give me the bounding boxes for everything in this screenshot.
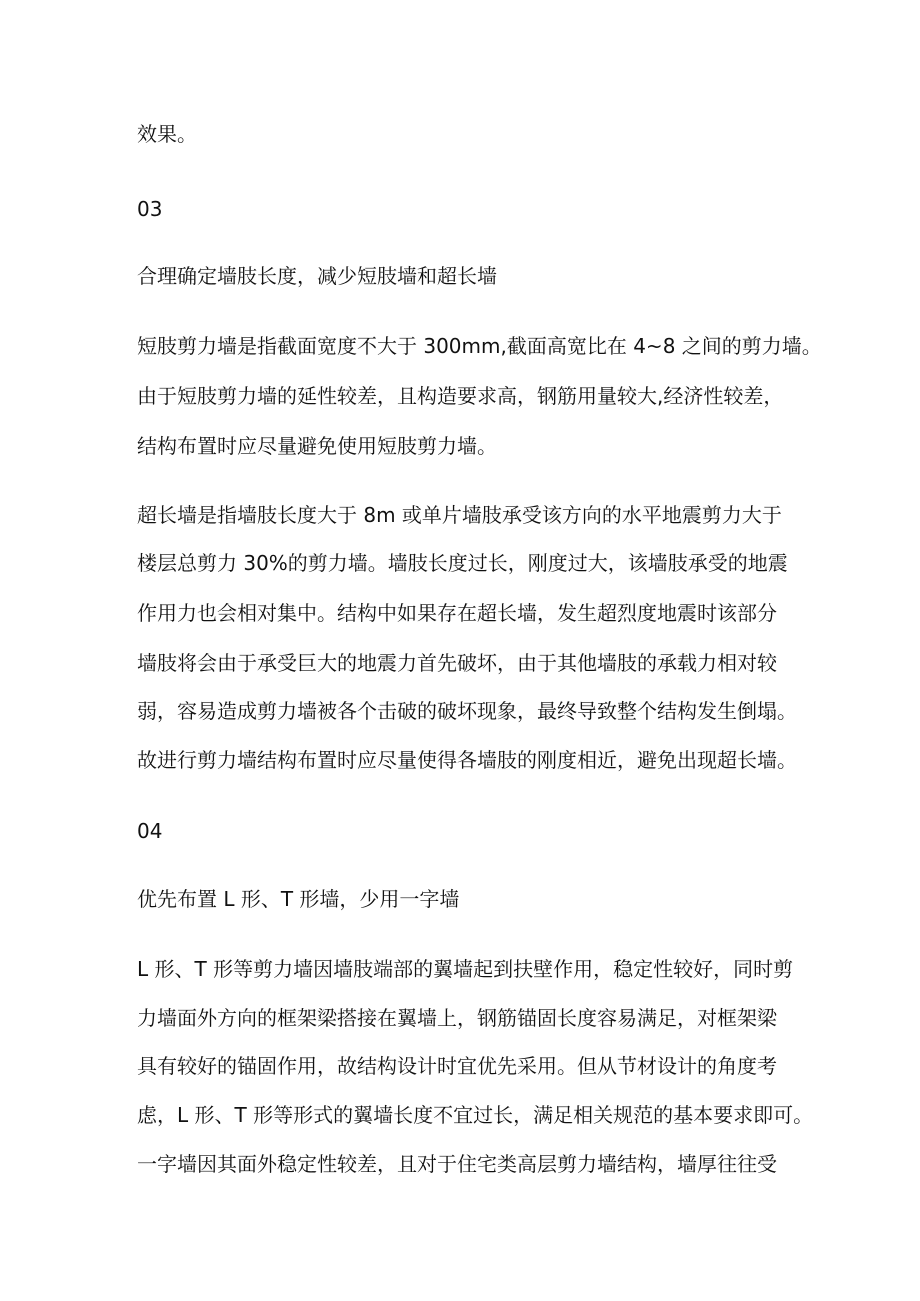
paragraph-line: 具有较好的锚固作用，故结构设计时宜优先采用。但从节材设计的角度考 xyxy=(137,1054,777,1078)
paragraph-line: 作用力也会相对集中。结构中如果存在超长墙，发生超烈度地震时该部分 xyxy=(137,601,777,625)
paragraph-line: L 形、T 形等剪力墙因墙肢端部的翼墙起到扶壁作用，稳定性较好，同时剪 xyxy=(137,957,794,981)
section-heading: 合理确定墙肢长度，减少短肢墙和超长墙 xyxy=(137,264,497,288)
paragraph-line: 楼层总剪力 30%的剪力墙。墙肢长度过长，刚度过大，该墙肢承受的地震 xyxy=(137,551,788,575)
section-number: 03 xyxy=(137,197,163,221)
paragraph-line: 效果。 xyxy=(137,122,197,146)
section-number: 04 xyxy=(137,819,163,843)
section-heading: 优先布置 L 形、T 形墙，少用一字墙 xyxy=(137,887,460,911)
paragraph-line: 由于短肢剪力墙的延性较差，且构造要求高，钢筋用量较大,经济性较差， xyxy=(137,384,784,408)
paragraph-line: 故进行剪力墙结构布置时应尽量使得各墙肢的刚度相近，避免出现超长墙。 xyxy=(137,748,797,772)
paragraph-line: 超长墙是指墙肢长度大于 8m 或单片墙肢承受该方向的水平地震剪力大于 xyxy=(137,503,782,527)
paragraph-line: 力墙面外方向的框架梁搭接在翼墙上，钢筋锚固长度容易满足，对框架梁 xyxy=(137,1006,777,1030)
paragraph-line: 弱，容易造成剪力墙被各个击破的破坏现象，最终导致整个结构发生倒塌。 xyxy=(137,699,797,723)
paragraph-line: 虑，L 形、T 形等形式的翼墙长度不宜过长，满足相关规范的基本要求即可。 xyxy=(137,1103,814,1127)
paragraph-line: 墙肢将会由于承受巨大的地震力首先破坏，由于其他墙肢的承载力相对较 xyxy=(137,651,777,675)
paragraph-line: 一字墙因其面外稳定性较差，且对于住宅类高层剪力墙结构，墙厚往往受 xyxy=(137,1152,777,1176)
paragraph-line: 结构布置时应尽量避免使用短肢剪力墙。 xyxy=(137,434,497,458)
paragraph-line: 短肢剪力墙是指截面宽度不大于 300mm,截面高宽比在 4~8 之间的剪力墙。 xyxy=(137,334,822,358)
